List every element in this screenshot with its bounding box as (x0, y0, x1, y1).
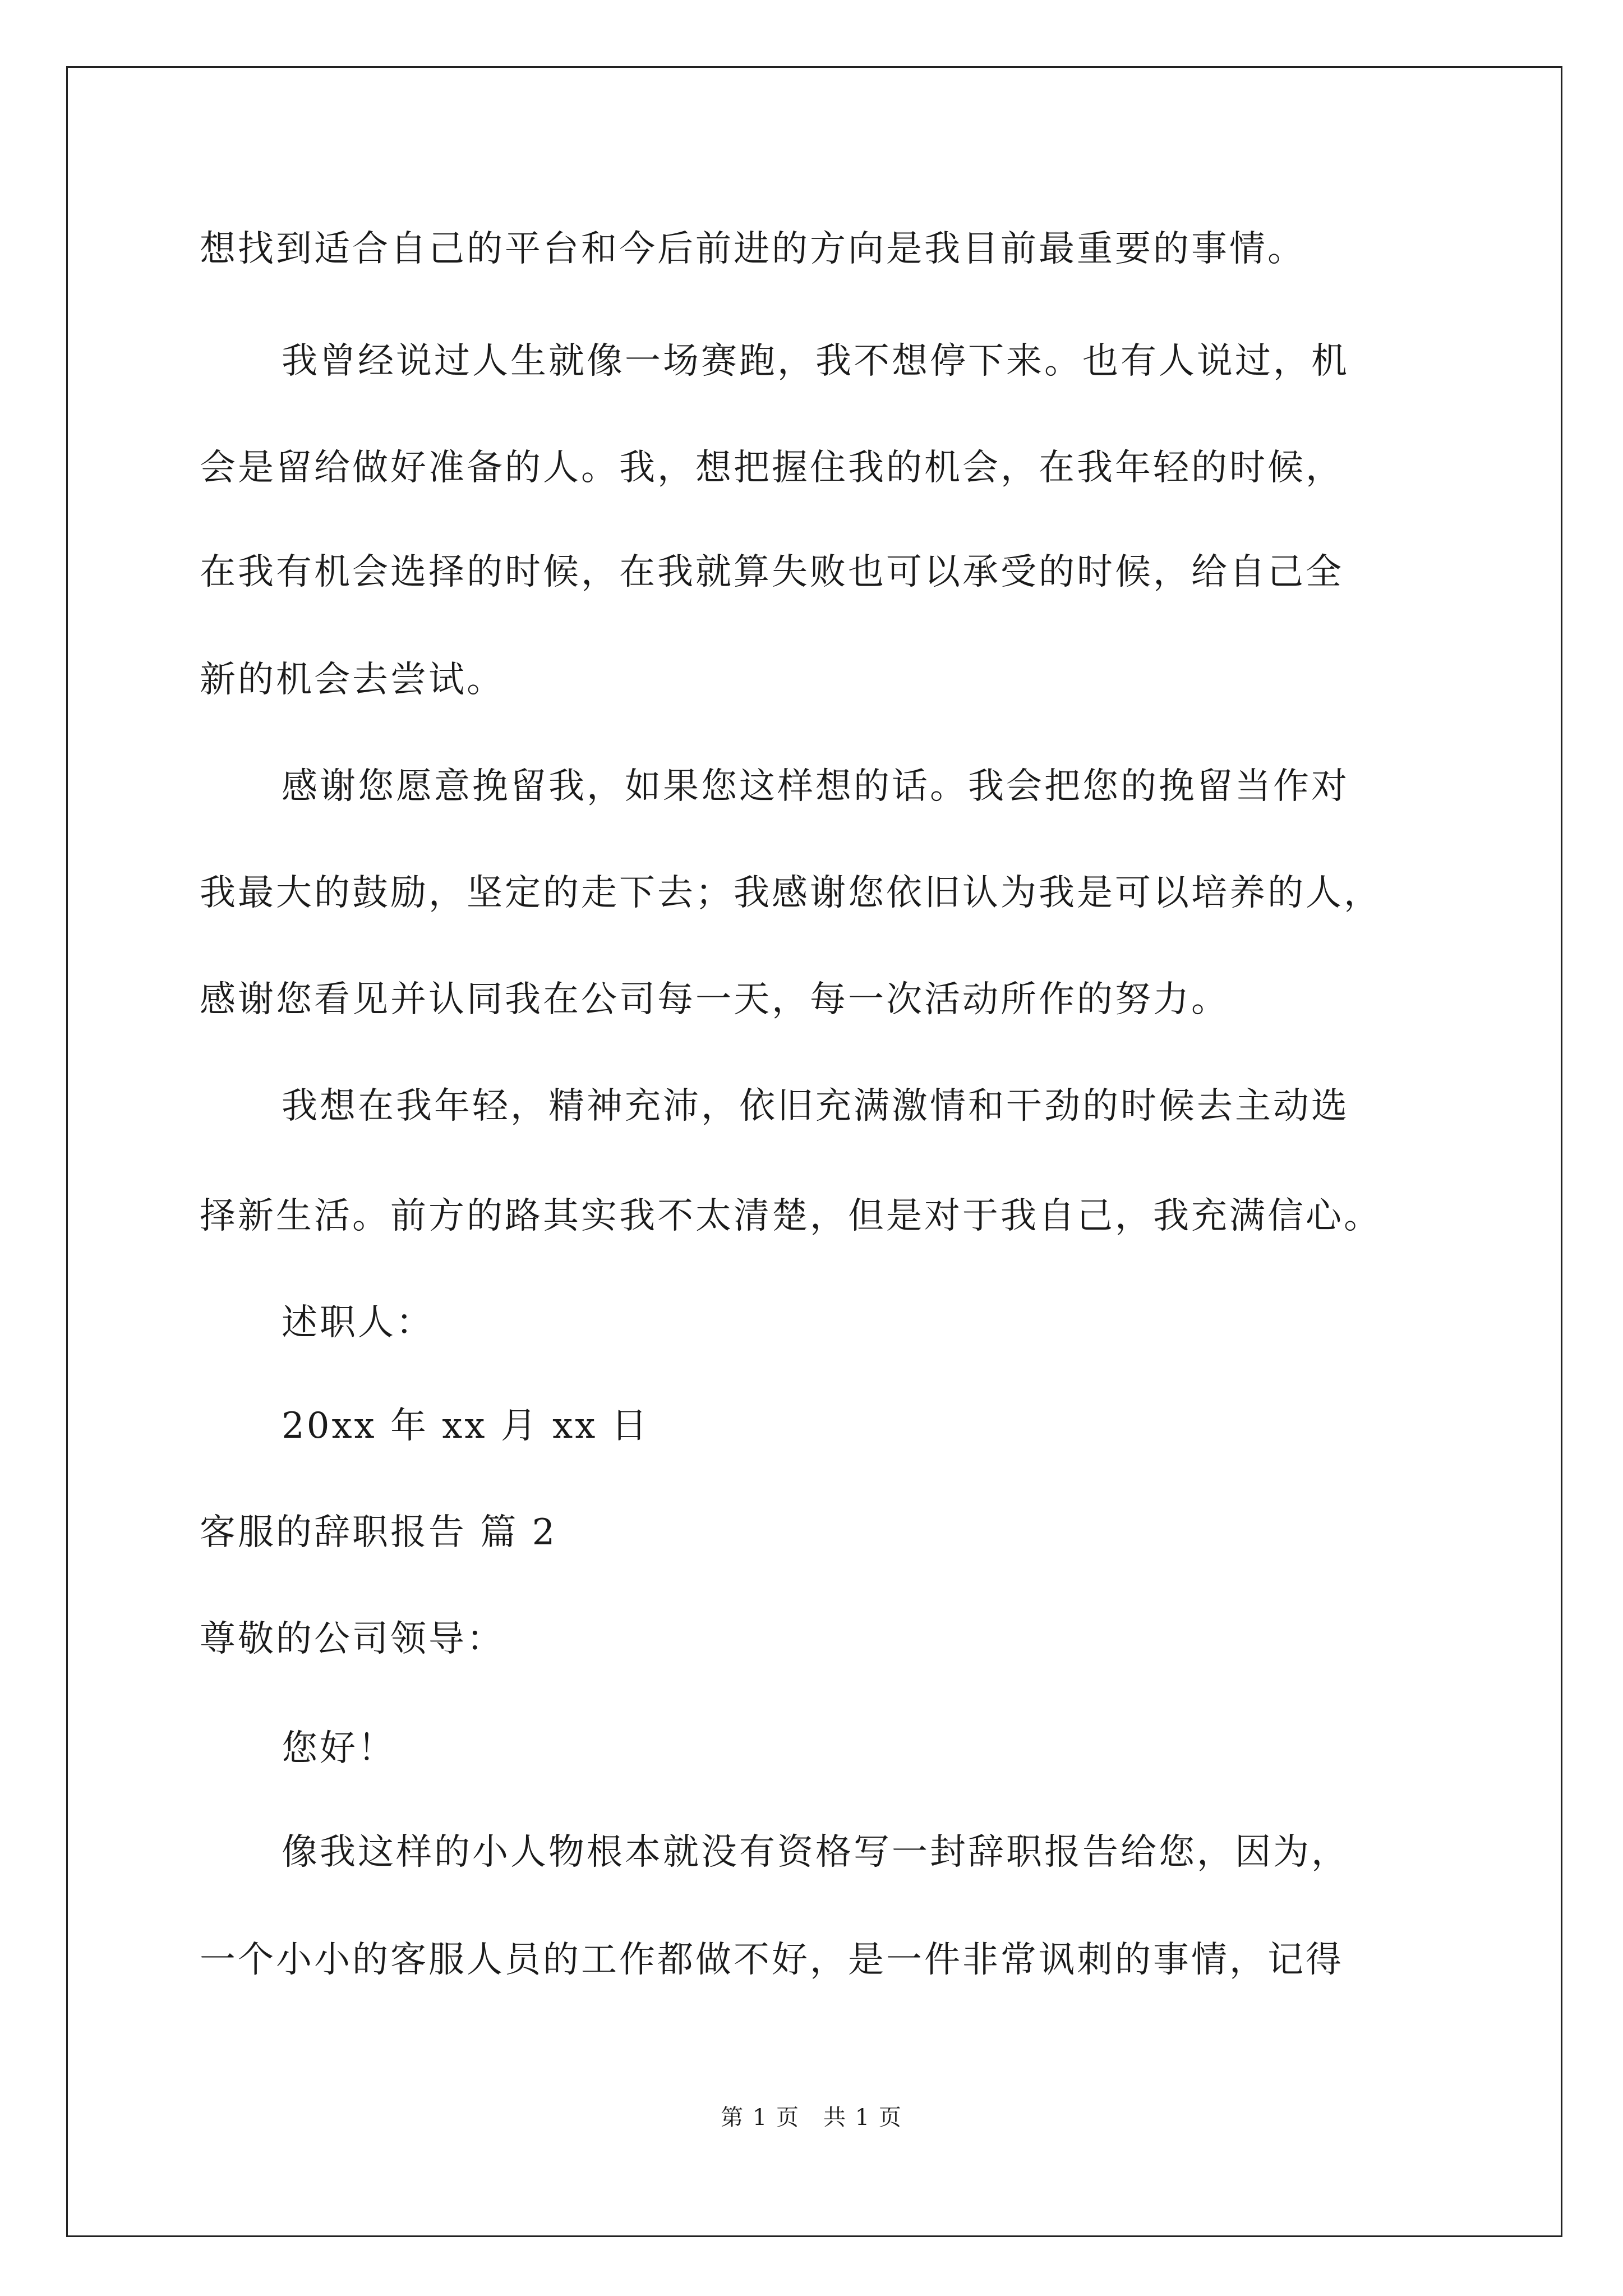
body-line-7: 我最大的鼓励，坚定的走下去；我感谢您依旧认为我是可以培养的人， (200, 872, 1382, 914)
signature-label: 述职人： (282, 1302, 434, 1343)
page-border (66, 66, 1562, 2237)
body-line-4: 在我有机会选择的时候，在我就算失败也可以承受的时候，给自己全 (200, 551, 1344, 593)
salutation: 尊敬的公司领导： (200, 1618, 505, 1660)
body-line-3: 会是留给做好准备的人。我，想把握住我的机会，在我年轻的时候， (200, 447, 1344, 489)
body-line-9: 我想在我年轻，精神充沛，依旧充满激情和干劲的时候去主动选 (282, 1085, 1349, 1127)
body-line-2: 我曾经说过人生就像一场赛跑，我不想停下来。也有人说过，机 (282, 341, 1349, 382)
body-line-12: 一个小小的客服人员的工作都做不好，是一件非常讽刺的事情，记得 (200, 1939, 1344, 1981)
body-line-1: 想找到适合自己的平台和今后前进的方向是我目前最重要的事情。 (200, 228, 1306, 270)
body-line-8: 感谢您看见并认同我在公司每一天，每一次活动所作的努力。 (200, 979, 1229, 1020)
section-heading: 客服的辞职报告 篇 2 (200, 1512, 557, 1553)
date-line: 20xx 年 xx 月 xx 日 (282, 1405, 649, 1447)
body-line-11: 像我这样的小人物根本就没有资格写一封辞职报告给您，因为， (282, 1832, 1349, 1873)
body-line-6: 感谢您愿意挽留我，如果您这样想的话。我会把您的挽留当作对 (282, 766, 1349, 807)
body-line-10: 择新生活。前方的路其实我不太清楚，但是对于我自己，我充满信心。 (200, 1195, 1382, 1237)
body-line-5: 新的机会去尝试。 (200, 659, 505, 701)
greeting: 您好！ (282, 1728, 396, 1769)
page-footer: 第 1 页 共 1 页 (721, 2105, 902, 2131)
